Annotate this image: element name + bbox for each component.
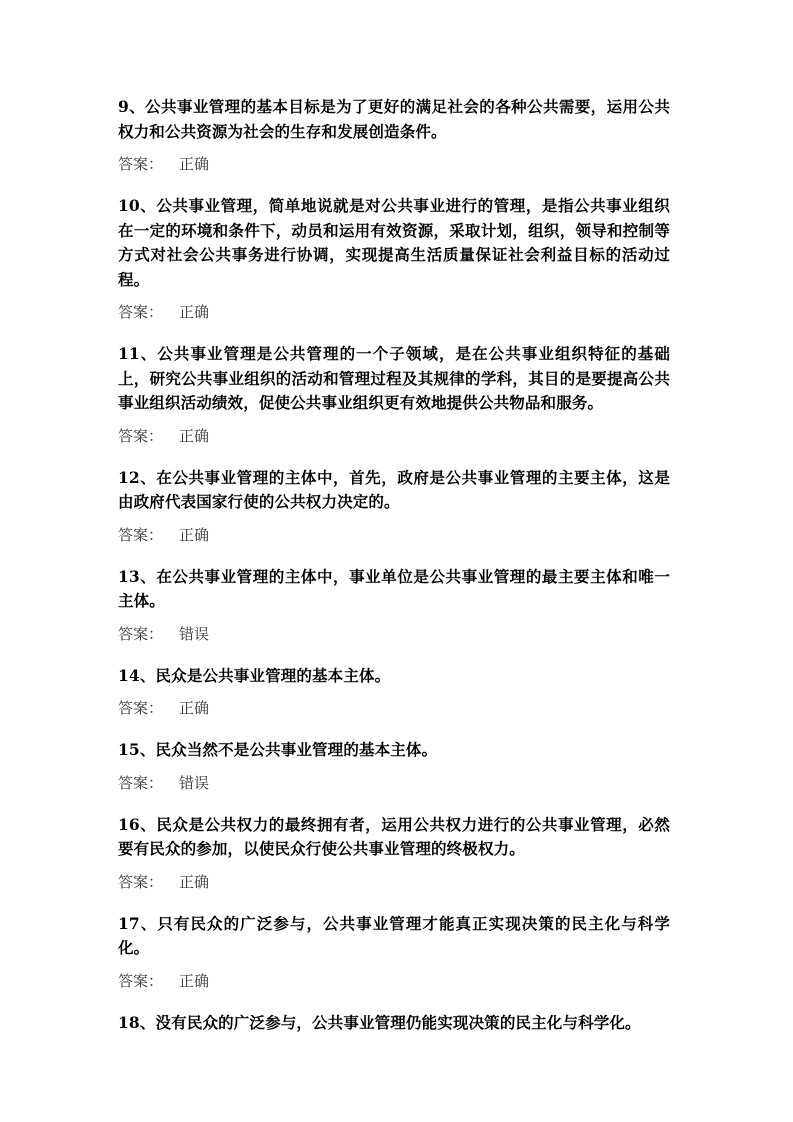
answer-value: 正确 <box>179 303 210 321</box>
answer-value: 错误 <box>179 624 210 643</box>
question-text: 16、民众是公共权力的最终拥有者，运用公共权力进行的公共事业管理，必然要有民众的参加，以使民众行使公共事业管理的终极权力。 <box>118 814 670 858</box>
question-item <box>118 813 670 894</box>
question-text: 14、民众是公共事业管理的基本主体。 <box>118 665 391 685</box>
answer-line <box>118 696 670 720</box>
question-text: 13、在公共事业管理的主体中，事业单位是公共事业管理的最主要主体和唯一主体。 <box>118 566 670 610</box>
question-item <box>118 95 670 176</box>
answer-value: 正确 <box>179 426 210 445</box>
question-text: 12、在公共事业管理的主体中，首先，政府是公共事业管理的主要主体，这是由政府代表国家行使的公共权力决定的。 <box>118 467 670 511</box>
answer-line <box>118 771 670 795</box>
question-item <box>118 912 670 993</box>
answer-line <box>118 424 670 448</box>
question-item <box>118 565 670 646</box>
question-item <box>118 738 670 795</box>
answer-label: 答案： <box>118 971 164 990</box>
question-text: 11、公共事业管理是公共管理的一个子领域，是在公共事业组织特征的基础上，研究公共事业组织的活动和管理过程及其规律的学科，其目的是要提高公共事业组织活动绩效，促使公共事业组织更有效地提供公共物品和服务。 <box>118 344 670 412</box>
question-text: 9、公共事业管理的基本目标是为了更好的满足社会的各种公共需要，运用公共权力和公共资源为社会的生存和发展创造条件。 <box>118 97 670 141</box>
answer-line <box>118 870 670 894</box>
document-page <box>118 95 670 1035</box>
answer-value: 正确 <box>179 525 210 544</box>
answer-value: 正确 <box>179 155 210 173</box>
question-item <box>118 1011 670 1036</box>
answer-value: 错误 <box>179 773 210 792</box>
question-item <box>118 194 670 324</box>
answer-label: 答案： <box>118 624 164 643</box>
answer-line <box>118 300 670 324</box>
question-item <box>118 466 670 547</box>
answer-line <box>118 969 670 993</box>
answer-value: 正确 <box>179 971 210 990</box>
question-item <box>118 342 670 448</box>
question-item <box>118 664 670 721</box>
answer-label: 答案： <box>118 872 164 891</box>
question-text: 15、民众当然不是公共事业管理的基本主体。 <box>118 740 438 759</box>
question-text: 10、公共事业管理，简单地说就是对公共事业进行的管理，是指公共事业组织在一定的环境和条件下，动员和运用有效资源，采取计划，组织，领导和控制等方式对社会公共事务进行协调，实现提高生活质量保证社会利益目标的活动过程。 <box>118 196 670 289</box>
answer-label: 答案： <box>118 699 164 717</box>
answer-value: 正确 <box>179 872 210 891</box>
answer-label: 答案： <box>118 426 164 445</box>
answer-label: 答案： <box>118 525 164 544</box>
answer-line <box>118 523 670 547</box>
answer-label: 答案： <box>118 155 164 173</box>
answer-label: 答案： <box>118 773 164 792</box>
answer-line <box>118 152 670 176</box>
question-text: 17、只有民众的广泛参与，公共事业管理才能真正实现决策的民主化与科学化。 <box>118 913 670 957</box>
question-text: 18、没有民众的广泛参与，公共事业管理仍能实现决策的民主化与科学化。 <box>118 1012 641 1032</box>
answer-label: 答案： <box>118 303 164 321</box>
answer-line <box>118 622 670 646</box>
answer-value: 正确 <box>179 699 210 717</box>
